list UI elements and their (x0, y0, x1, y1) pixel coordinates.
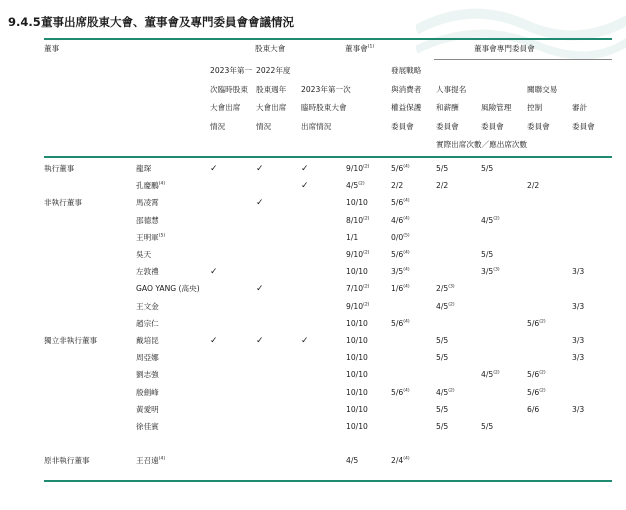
risk-attendance: 5/5 (481, 250, 494, 259)
director-name: 趙宗仁 (136, 318, 159, 328)
director-name: 馬凌霄 (136, 198, 159, 208)
nomination-attendance: 2/5$^{(3)}$ (436, 284, 455, 294)
nomination-attendance: 4/5$^{(2)}$ (436, 301, 455, 311)
director-name: GAO YANG (高央) (136, 284, 200, 294)
section-heading: 董事出席股東大會、董事會及專門委員會會議情況 (41, 15, 294, 29)
strategy-attendance: 0/0$^{(5)}$ (391, 232, 410, 242)
related-attendance: 5/6$^{(2)}$ (527, 318, 546, 328)
header-shareholders-meeting: 股東大會 (255, 44, 286, 53)
director-name: 邵德慧 (136, 215, 159, 225)
director-name: 周亞娜 (136, 353, 159, 363)
related-attendance: 5/6$^{(2)}$ (527, 387, 546, 397)
header-nomination-committee: 人事提名 和薪酬 委員會 (436, 84, 467, 131)
board-attendance: 4/5$^{(2)}$ (346, 181, 365, 191)
egm-2023-check: ✓ (210, 336, 218, 346)
footnote-marker: (3) (493, 267, 500, 273)
board-attendance: 1/1 (346, 232, 359, 242)
header-board-note: (1) (367, 44, 375, 50)
footnote-marker: (4) (403, 267, 410, 273)
footnote-marker: (4) (403, 456, 410, 462)
header-agm-2022: 2022年度 股東週年 大會出席 情況 (256, 66, 291, 131)
board-attendance: 9/10$^{(2)}$ (346, 250, 370, 259)
nomination-attendance: 5/5 (436, 353, 449, 363)
nomination-attendance: 5/5 (436, 336, 449, 345)
director-name: 王召遠$^{(4)}$ (136, 456, 166, 466)
board-attendance: 10/10 (346, 198, 368, 208)
director-name: 戴培昆 (136, 336, 159, 345)
agm-2022-check: ✓ (256, 284, 264, 295)
footnote-marker: (4) (403, 319, 410, 325)
footnote-marker: (4) (403, 284, 410, 290)
risk-attendance: 5/5 (481, 422, 494, 431)
director-name: 孔慶鵬$^{(4)}$ (136, 181, 166, 191)
board-attendance: 7/10$^{(2)}$ (346, 284, 370, 294)
header-audit-committee: 審計 委員會 (572, 103, 595, 131)
director-name: 吳天 (136, 250, 152, 259)
board-attendance: 10/10 (346, 318, 368, 328)
footnote-marker: (5) (158, 233, 166, 239)
header-director: 董事 (44, 44, 60, 53)
footnote-marker: (4) (403, 388, 410, 394)
director-group-label: 原非執行董事 (44, 456, 90, 466)
committee-header-rule (434, 59, 612, 60)
audit-attendance: 3/3 (572, 404, 585, 414)
header-attendance-note: 實際出席次數／應出席次數 (436, 140, 528, 149)
strategy-attendance: 2/2 (391, 181, 404, 191)
footnote-marker: (2) (539, 370, 546, 376)
section-number: 9.4.5 (8, 15, 41, 29)
risk-attendance: 5/5 (481, 164, 494, 173)
egm-2023-b-check: ✓ (301, 164, 309, 174)
director-group-label: 非執行董事 (44, 198, 82, 208)
strategy-attendance: 5/6$^{(4)}$ (391, 250, 410, 259)
strategy-attendance: 5/6$^{(4)}$ (391, 387, 410, 397)
table-top-rule (44, 38, 612, 40)
header-egm-2023: 2023年第一 次臨時股東 大會出席 情況 (210, 66, 253, 131)
egm-2023-b-check: ✓ (301, 336, 309, 346)
section-title (8, 14, 294, 30)
agm-2022-check: ✓ (256, 198, 264, 209)
egm-2023-check: ✓ (210, 164, 218, 174)
board-attendance: 10/10 (346, 370, 368, 380)
director-name: 王文金 (136, 301, 159, 311)
strategy-attendance: 5/6$^{(4)}$ (391, 318, 410, 328)
footnote-marker: (3) (448, 284, 455, 290)
director-group-label: 執行董事 (44, 164, 75, 173)
footnote-marker: (2) (493, 216, 500, 222)
director-name: 左敦禮 (136, 267, 159, 277)
related-attendance: 2/2 (527, 181, 540, 191)
risk-attendance: 3/5$^{(3)}$ (481, 267, 500, 277)
board-attendance: 10/10 (346, 387, 368, 397)
related-attendance: 6/6 (527, 404, 540, 414)
board-attendance: 10/10 (346, 422, 368, 431)
footnote-marker: (2) (539, 388, 546, 394)
audit-attendance: 3/3 (572, 301, 585, 311)
director-name: 王明軍$^{(5)}$ (136, 232, 166, 242)
nomination-attendance: 4/5$^{(2)}$ (436, 387, 455, 397)
board-attendance: 10/10 (346, 353, 368, 363)
footnote-marker: (2) (363, 216, 370, 222)
nomination-attendance: 5/5 (436, 404, 449, 414)
footnote-marker: (2) (363, 284, 370, 290)
board-attendance: 10/10 (346, 336, 368, 345)
footnote-marker: (2) (448, 302, 455, 308)
footnote-marker: (4) (403, 164, 410, 170)
board-attendance: 10/10 (346, 404, 368, 414)
board-attendance: 9/10$^{(2)}$ (346, 301, 370, 311)
header-egm-2023-b: 2023年第一次 臨時股東大會 出席情況 (301, 84, 351, 131)
footnote-marker: (4) (158, 456, 166, 462)
footnote-marker: (2) (448, 388, 455, 394)
strategy-attendance: 2/4$^{(4)}$ (391, 456, 410, 466)
footnote-marker: (4) (158, 181, 166, 187)
footnote-marker: (4) (403, 216, 410, 222)
header-strategy-committee: 發展戰略 與消費者 權益保護 委員會 (391, 66, 422, 131)
header-risk-committee: 風險管理 委員會 (481, 103, 512, 131)
footnote-marker: (2) (539, 319, 546, 325)
nomination-attendance: 2/2 (436, 181, 449, 191)
footnote-marker: (2) (493, 370, 500, 376)
nomination-attendance: 5/5 (436, 422, 449, 431)
audit-attendance: 3/3 (572, 353, 585, 363)
header-board: 董事會$^{(1)}$ (345, 44, 375, 53)
strategy-attendance: 1/6$^{(4)}$ (391, 284, 410, 294)
agm-2022-check: ✓ (256, 336, 264, 346)
table-header-rule (44, 156, 612, 158)
footnote-marker: (2) (363, 302, 370, 308)
audit-attendance: 3/3 (572, 267, 585, 277)
director-name: 龍琛 (136, 164, 152, 173)
agm-2022-check: ✓ (256, 164, 264, 174)
risk-attendance: 4/5$^{(2)}$ (481, 370, 500, 380)
board-attendance: 4/5 (346, 456, 359, 466)
strategy-attendance: 5/6$^{(4)}$ (391, 198, 410, 208)
footnote-marker: (4) (403, 250, 410, 256)
egm-2023-b-check: ✓ (301, 181, 309, 192)
strategy-attendance: 5/6$^{(4)}$ (391, 164, 410, 173)
related-attendance: 5/6$^{(2)}$ (527, 370, 546, 380)
director-name: 殷劍峰 (136, 387, 159, 397)
footnote-marker: (4) (403, 198, 410, 204)
board-attendance: 8/10$^{(2)}$ (346, 215, 370, 225)
egm-2023-check: ✓ (210, 267, 218, 278)
director-group-label: 獨立非執行董事 (44, 336, 98, 345)
board-attendance: 9/10$^{(2)}$ (346, 164, 370, 173)
footnote-marker: (2) (358, 181, 365, 187)
header-related-committee: 關聯交易 控制 委員會 (527, 84, 558, 131)
header-committees: 董事會專門委員會 (474, 44, 535, 53)
director-name: 徐佳賓 (136, 422, 159, 431)
director-name: 劉志強 (136, 370, 159, 380)
director-name: 黃愛明 (136, 404, 159, 414)
strategy-attendance: 3/5$^{(4)}$ (391, 267, 410, 277)
footnote-marker: (5) (403, 233, 410, 239)
nomination-attendance: 5/5 (436, 164, 449, 173)
strategy-attendance: 4/6$^{(4)}$ (391, 215, 410, 225)
risk-attendance: 4/5$^{(2)}$ (481, 215, 500, 225)
footnote-marker: (2) (363, 250, 370, 256)
footnote-marker: (2) (363, 164, 370, 170)
board-attendance: 10/10 (346, 267, 368, 277)
table-bottom-rule (44, 480, 612, 482)
audit-attendance: 3/3 (572, 336, 585, 345)
